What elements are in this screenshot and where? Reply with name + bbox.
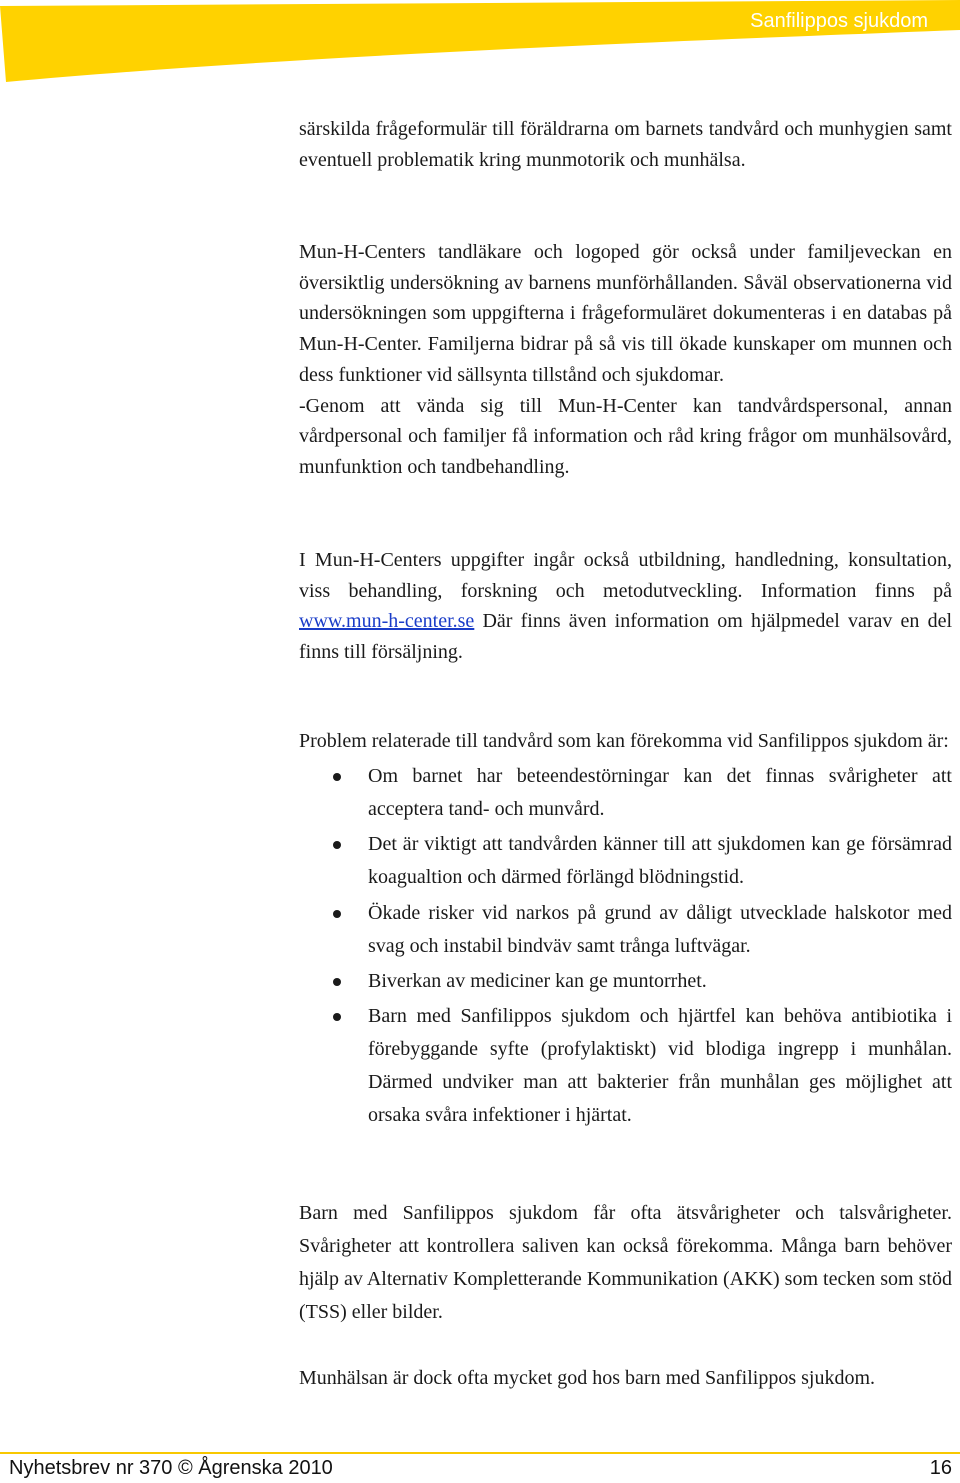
bullet-icon [333, 1013, 341, 1021]
paragraph-text-after-link: Där finns även information om hjälpmedel varav en del finns till försäljning. [299, 610, 952, 664]
list-item [299, 1000, 952, 1132]
list-item-text: Ökade risker vid narkos på grund av dåligt utvecklade halskotor med svag och instabil bindväv samt trånga luftvägar. [368, 901, 952, 957]
list-item [299, 897, 952, 963]
paragraph-questionnaire [299, 114, 952, 175]
paragraph-text: Mun-H-Centers tandläkare och logoped gör också under familjeveckan en översiktlig undersökning av barnens munförhållanden. Såväl observationerna vid undersökningen som uppgifterna i frågeformuläret dokumenteras i en databas på Mun-H-Center. Familjerna bidrar på så vis till ökade kunskaper om munnen och dess funktioner vid sällsynta tillstånd och sjukdomar. [299, 241, 952, 386]
bullet-icon [333, 773, 341, 781]
header-title: Sanfilippos sjukdom [750, 10, 928, 32]
problems-section [299, 725, 952, 1134]
list-item-text: Det är viktigt att tandvården känner till att sjukdomen kan ge försämrad koagualtion och därmed förlängd blödningstid. [368, 833, 952, 889]
list-item [299, 828, 952, 894]
paragraph-text: -Genom att vända sig till Mun-H-Center kan tandvårdspersonal, annan vårdpersonal och familjer få information och råd kring frågor om munhälsovård, munfunktion och tandbehandling. [299, 394, 952, 478]
list-item [299, 760, 952, 826]
page-number: 16 [929, 1457, 952, 1479]
paragraph-oral-health [299, 1362, 952, 1395]
mun-h-center-link[interactable]: www.mun-h-center.se [299, 610, 475, 633]
paragraph-text: Munhälsan är dock ofta mycket god hos barn med Sanfilippos sjukdom. [299, 1367, 876, 1389]
problems-list [299, 760, 952, 1132]
bullet-icon [333, 910, 341, 918]
list-item-text: Barn med Sanfilippos sjukdom och hjärtfel kan behöva antibiotika i förebyggande syfte (profylaktiskt) vid blodiga ingrepp i munhålan. Därmed undviker man att bakterier från munhålan ges möjlighet att orsaka svåra infektioner i hjärtat. [368, 1005, 952, 1127]
paragraph-eating-speech [299, 1197, 952, 1329]
paragraph-tasks [299, 545, 952, 668]
paragraph-mun-h-center [299, 237, 952, 483]
paragraph-text: särskilda frågeformulär till föräldrarna om barnets tandvård och munhygien samt eventuell problematik kring munmotorik och munhälsa. [299, 118, 952, 171]
footer-divider [0, 1452, 960, 1454]
paragraph-text-before-link: I Mun-H-Centers uppgifter ingår också utbildning, handledning, konsultation, viss behandling, forskning och metodutveckling. Information finns på [299, 549, 952, 602]
paragraph-text: Barn med Sanfilippos sjukdom får ofta ätsvårigheter och talsvårigheter. Svårigheter att kontrollera saliven kan också förekomma. Många barn behöver hjälp av Alternativ Kompletterande Kommunikation (AKK) som tecken som stöd (TSS) eller bilder. [299, 1202, 952, 1323]
bullet-icon [333, 841, 341, 849]
page-footer [0, 1452, 960, 1483]
list-item-text: Om barnet har beteendestörningar kan det finnas svårigheter att acceptera tand- och munvård. [368, 765, 952, 820]
list-item [299, 965, 952, 998]
bullet-icon [333, 978, 341, 986]
problems-intro: Problem relaterade till tandvård som kan förekomma vid Sanfilippos sjukdom är: [299, 730, 949, 752]
footer-newsletter: Nyhetsbrev nr 370 © Ågrenska 2010 [9, 1457, 333, 1479]
paragraph-text [299, 545, 952, 668]
list-item-text: Biverkan av mediciner kan ge muntorrhet. [368, 969, 707, 992]
